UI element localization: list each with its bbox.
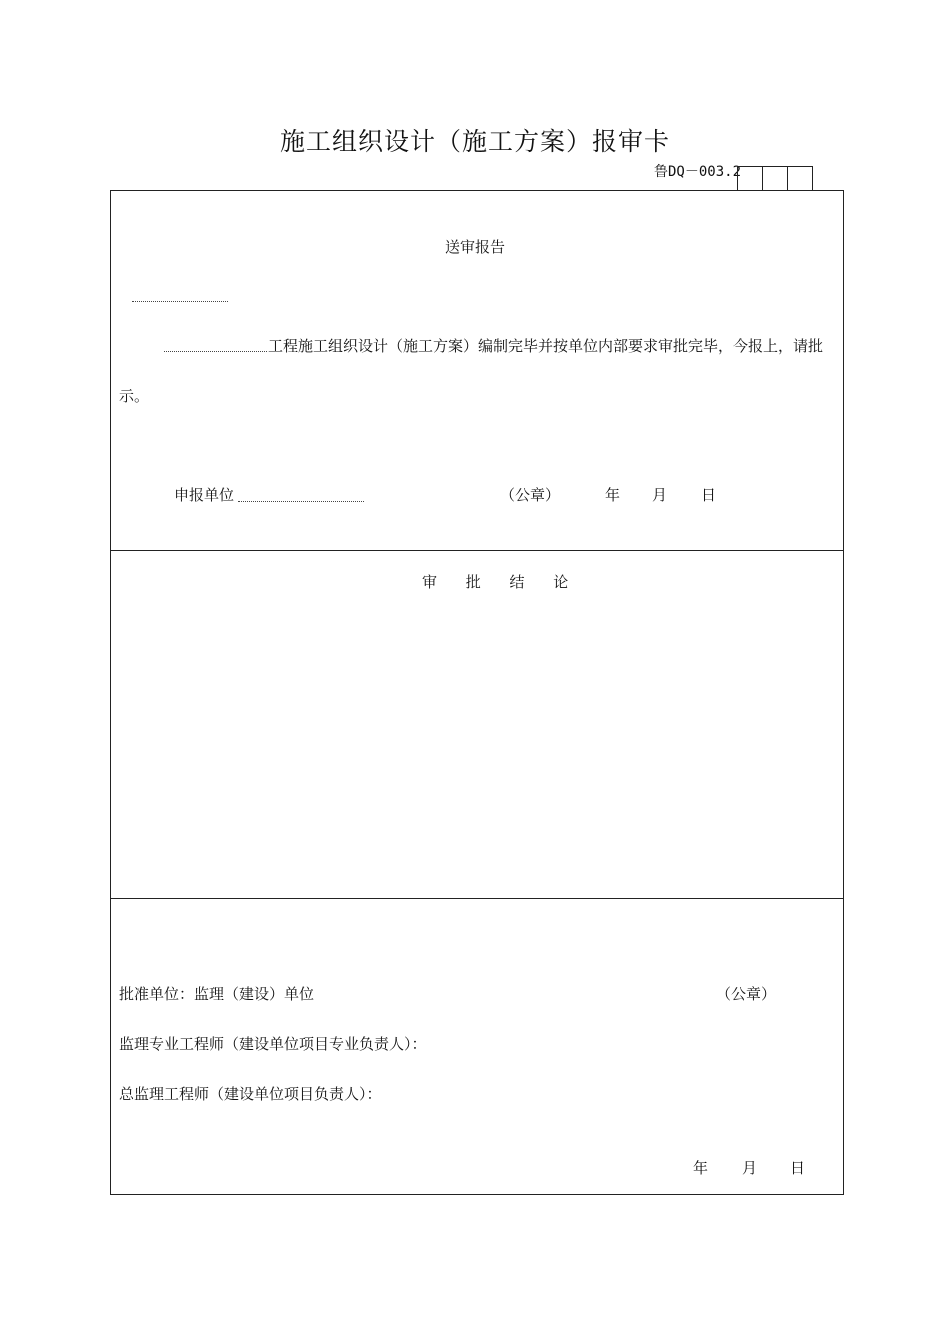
applicant-blank [238, 501, 364, 502]
addressee-blank [132, 301, 228, 302]
approval-seal: （公章） [716, 985, 777, 1003]
approval-month: 月 [742, 1159, 758, 1177]
project-name-blank [164, 351, 267, 352]
approval-year: 年 [693, 1159, 709, 1177]
code-box [762, 166, 788, 191]
report-body-line2: 示。 [119, 387, 150, 405]
section-divider [110, 550, 843, 551]
conclusion-heading: 审 批 结 论 [422, 573, 581, 591]
page-title: 施工组织设计（施工方案）报审卡 [279, 127, 670, 156]
report-heading: 送审报告 [445, 238, 506, 256]
report-body-line1: 工程施工组织设计（施工方案）编制完毕并按单位内部要求审批完毕，今报上，请批 [268, 337, 824, 355]
report-day: 日 [701, 486, 717, 504]
chief-engineer-label: 总监理工程师（建设单位项目负责人）： [119, 1085, 382, 1103]
form-code-boxes [738, 166, 813, 191]
code-box [737, 166, 763, 191]
report-month: 月 [652, 486, 668, 504]
report-year: 年 [605, 486, 621, 504]
form-code: 鲁DQ－003.2 [654, 164, 742, 180]
applicant-seal: （公章） [500, 486, 561, 504]
applicant-label: 申报单位 [174, 486, 235, 504]
code-box [787, 166, 813, 191]
approval-day: 日 [790, 1159, 806, 1177]
approval-unit-label: 批准单位：监理（建设）单位 [119, 985, 315, 1003]
section-divider [110, 898, 843, 899]
engineer-label: 监理专业工程师（建设单位项目专业负责人）： [119, 1035, 427, 1053]
